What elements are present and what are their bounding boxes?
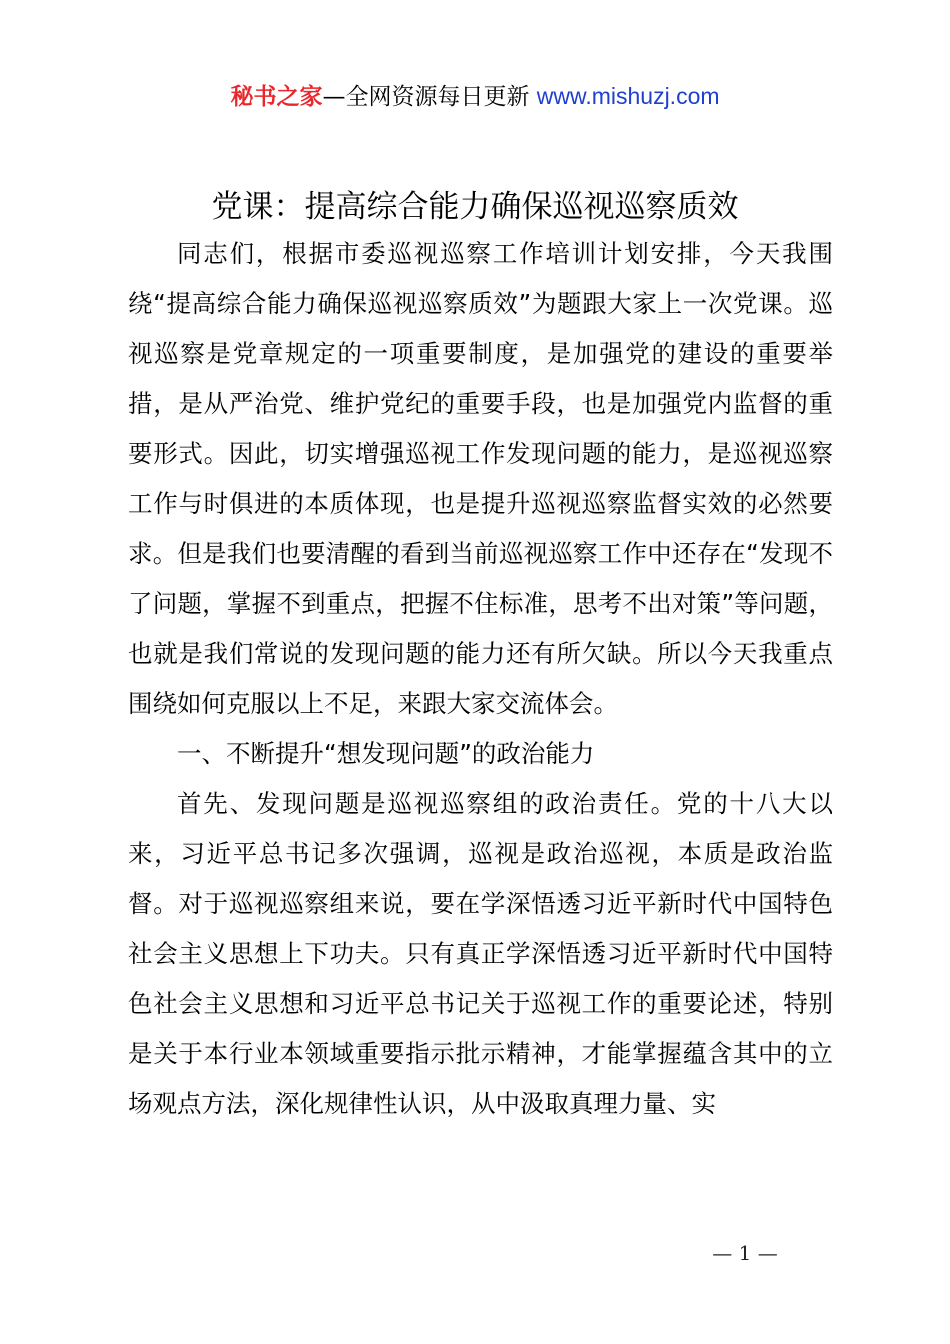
document-title: 党课：提高综合能力确保巡视巡察质效 <box>211 189 739 225</box>
brand-name: 秘书之家 <box>230 84 323 110</box>
site-url-link[interactable]: www.mishuzj.com <box>536 83 720 109</box>
page-number: — 1 — <box>712 1241 778 1265</box>
header-tagline: —全网资源每日更新 <box>322 84 530 110</box>
body-paragraph: 首先、发现问题是巡视巡察组的政治责任。党的十八大以来，习近平总书记多次强调，巡视是政治巡视，本质是政治监督。对于巡视巡察组来说，要在学深悟透习近平新时代中国特色社会主义思想上下功夫。只有真正学深悟透习近平新时代中国特色社会主义思想和习近平总书记关于巡视工作的重要论述，特别是关于本行业本领域重要指示批示精神，才能掌握蕴含其中的立场观点方法，深化规律性认识，从中汲取真理力量、实 <box>128 789 833 1118</box>
section-heading: 一、不断提升“想发现问题”的政治能力 <box>177 739 595 768</box>
intro-paragraph: 同志们，根据市委巡视巡察工作培训计划安排，今天我围绕“提高综合能力确保巡视巡察质效”为题跟大家上一次党课。巡视巡察是党章规定的一项重要制度，是加强党的建设的重要举措，是从严治党、维护党纪的重要手段，也是加强党内监督的重要形式。因此，切实增强巡视工作发现问题的能力，是巡视巡察工作与时俱进的本质体现，也是提升巡视巡察监督实效的必然要求。但是我们也要清醒的看到当前巡视巡察工作中还存在“发现不了问题，掌握不到重点，把握不住标准，思考不出对策”等问题，也就是我们常说的发现问题的能力还有所欠缺。所以今天我重点围绕如何克服以上不足，来跟大家交流体会。 <box>128 239 833 718</box>
site-header <box>0 78 950 115</box>
document-body <box>128 229 833 1129</box>
